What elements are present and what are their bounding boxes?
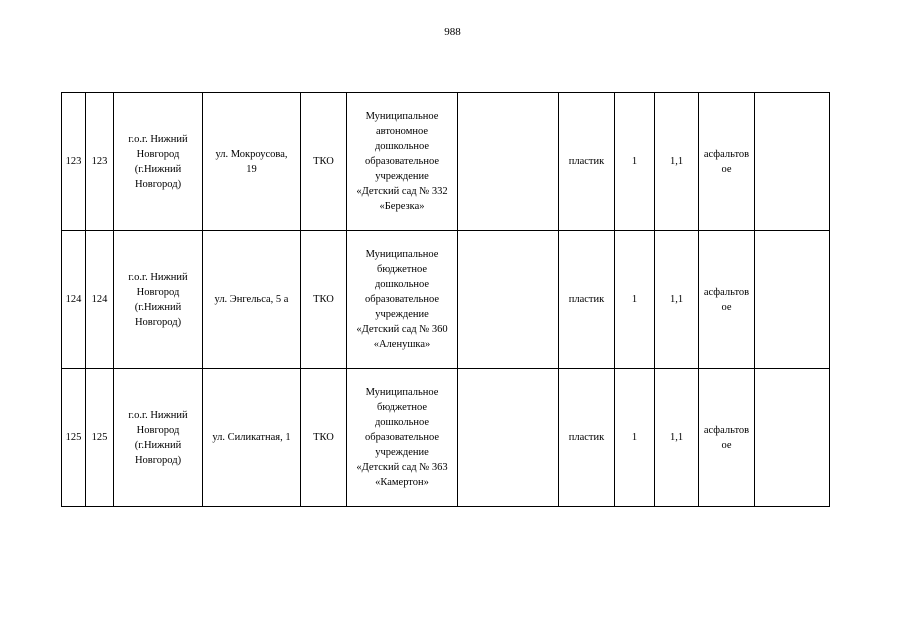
cell-address-line: ул. Силикатная, 1 bbox=[212, 432, 291, 443]
cell-owner-line: дошкольное bbox=[374, 417, 430, 428]
cell-owner-line: образовательное bbox=[365, 156, 439, 167]
cell-locality bbox=[114, 93, 203, 231]
page-number: 988 bbox=[444, 26, 461, 38]
cell-locality-line: г.о.г. Нижний bbox=[128, 409, 188, 421]
cell-extra bbox=[755, 93, 830, 231]
cell-locality-line: (г.Нижний bbox=[134, 163, 182, 175]
cell-volume: 1,1 bbox=[655, 231, 699, 369]
cell-registry-number: 124 bbox=[86, 231, 114, 369]
cell-row-number: 124 bbox=[62, 231, 86, 369]
cell-locality-line: Новгород bbox=[136, 148, 180, 160]
cell-surface bbox=[699, 231, 755, 369]
cell-row-number: 123 bbox=[62, 93, 86, 231]
cell-locality-line: (г.Нижний bbox=[134, 439, 182, 451]
cell-locality-line: (г.Нижний bbox=[134, 301, 182, 313]
cell-owner-line: учреждение bbox=[375, 171, 429, 182]
cell-owner-line: Муниципальное bbox=[365, 387, 439, 398]
cell-owner bbox=[347, 93, 458, 231]
cell-surface bbox=[699, 93, 755, 231]
cell-owner-line: «Детский сад № 363 bbox=[356, 462, 448, 473]
cell-volume: 1,1 bbox=[655, 369, 699, 507]
cell-owner-line: учреждение bbox=[375, 309, 429, 320]
cell-owner-line: «Березка» bbox=[379, 201, 425, 212]
cell-volume: 1,1 bbox=[655, 93, 699, 231]
cell-extra bbox=[755, 369, 830, 507]
cell-locality-line: Новгород) bbox=[134, 178, 182, 190]
cell-waste-type: ТКО bbox=[301, 369, 347, 507]
cell-extra bbox=[755, 231, 830, 369]
table-row bbox=[62, 231, 830, 369]
cell-material: пластик bbox=[559, 369, 615, 507]
cell-owner-line: «Детский сад № 360 bbox=[356, 324, 448, 335]
cell-locality-line: г.о.г. Нижний bbox=[128, 271, 188, 283]
cell-container-count: 1 bbox=[615, 231, 655, 369]
cell-owner bbox=[347, 369, 458, 507]
cell-locality-line: Новгород) bbox=[134, 454, 182, 466]
cell-surface bbox=[699, 369, 755, 507]
cell-waste-type: ТКО bbox=[301, 231, 347, 369]
cell-locality bbox=[114, 231, 203, 369]
cell-owner-line: Муниципальное bbox=[365, 111, 439, 122]
cell-locality-line: г.о.г. Нижний bbox=[128, 133, 188, 145]
cell-owner-line: учреждение bbox=[375, 447, 429, 458]
cell-note bbox=[458, 369, 559, 507]
cell-waste-type: ТКО bbox=[301, 93, 347, 231]
cell-registry-number: 125 bbox=[86, 369, 114, 507]
cell-registry-number: 123 bbox=[86, 93, 114, 231]
cell-container-count: 1 bbox=[615, 93, 655, 231]
cell-surface-line: ое bbox=[721, 163, 732, 175]
cell-owner-line: образовательное bbox=[365, 294, 439, 305]
cell-container-count: 1 bbox=[615, 369, 655, 507]
cell-address bbox=[203, 93, 301, 231]
cell-note bbox=[458, 231, 559, 369]
cell-owner-line: «Камертон» bbox=[375, 477, 429, 488]
cell-owner-line: бюджетное bbox=[376, 264, 428, 275]
cell-surface-line: асфальтов bbox=[703, 148, 750, 160]
table-row bbox=[62, 93, 830, 231]
cell-owner-line: «Детский сад № 332 bbox=[356, 186, 448, 197]
cell-owner-line: дошкольное bbox=[374, 279, 430, 290]
cell-surface-line: ое bbox=[721, 439, 732, 451]
cell-address bbox=[203, 369, 301, 507]
cell-locality-line: Новгород bbox=[136, 424, 180, 436]
cell-owner-line: бюджетное bbox=[376, 402, 428, 413]
cell-owner bbox=[347, 231, 458, 369]
cell-locality-line: Новгород bbox=[136, 286, 180, 298]
cell-address-line: 19 bbox=[246, 163, 257, 175]
registry-table bbox=[61, 92, 830, 507]
cell-locality-line: Новгород) bbox=[134, 316, 182, 328]
cell-surface-line: ое bbox=[721, 301, 732, 313]
cell-row-number: 125 bbox=[62, 369, 86, 507]
cell-surface-line: асфальтов bbox=[703, 424, 750, 436]
table-row bbox=[62, 369, 830, 507]
cell-surface-line: асфальтов bbox=[703, 286, 750, 298]
cell-owner-line: автономное bbox=[375, 126, 429, 137]
cell-address-line: ул. Энгельса, 5 а bbox=[214, 294, 289, 305]
cell-address-line: ул. Мокроусова, bbox=[215, 148, 288, 160]
cell-locality bbox=[114, 369, 203, 507]
cell-material: пластик bbox=[559, 93, 615, 231]
cell-address bbox=[203, 231, 301, 369]
cell-owner-line: Муниципальное bbox=[365, 249, 439, 260]
cell-owner-line: «Аленушка» bbox=[373, 339, 431, 350]
cell-owner-line: образовательное bbox=[365, 432, 439, 443]
cell-material: пластик bbox=[559, 231, 615, 369]
cell-note bbox=[458, 93, 559, 231]
cell-owner-line: дошкольное bbox=[374, 141, 430, 152]
